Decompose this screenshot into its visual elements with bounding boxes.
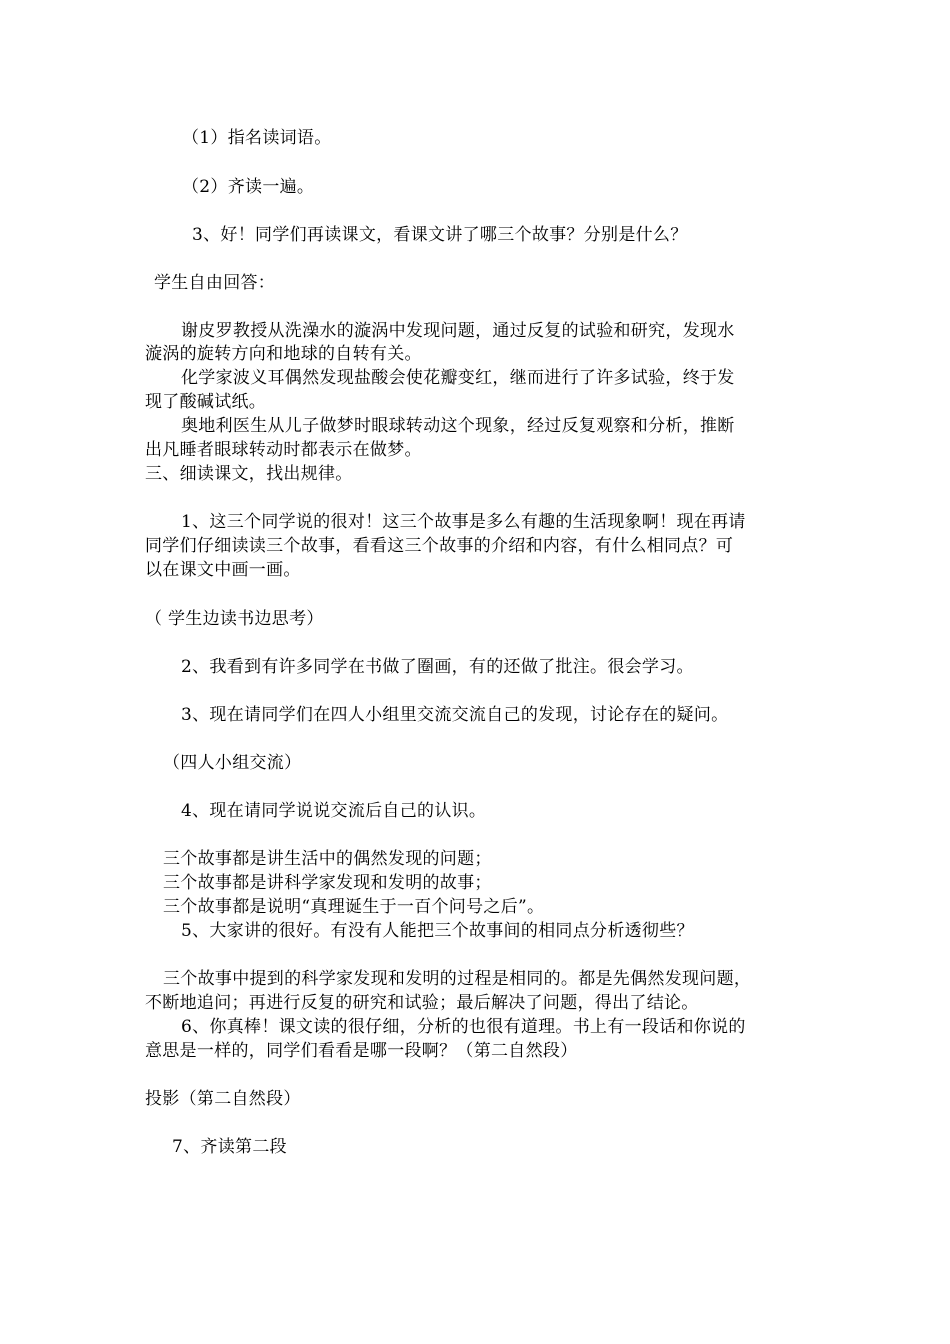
text-line: 三个故事都是说明“真理诞生于一百个问号之后”。 bbox=[163, 897, 545, 917]
text-line: 不断地追问；再进行反复的研究和试验；最后解决了问题，得出了结论。 bbox=[145, 993, 699, 1013]
text-line: 1、这三个同学说的很对！这三个故事是多么有趣的生活现象啊！现在再请 bbox=[181, 512, 746, 532]
text-line: 2、我看到有许多同学在书做了圈画，有的还做了批注。很会学习。 bbox=[181, 657, 694, 677]
text-line: 三个故事都是讲科学家发现和发明的故事； bbox=[163, 873, 492, 893]
text-line: 化学家波义耳偶然发现盐酸会使花瓣变红，继而进行了许多试验，终于发 bbox=[181, 368, 735, 388]
text-line: 投影（第二自然段） bbox=[145, 1089, 301, 1109]
text-line: （2）齐读一遍。 bbox=[182, 177, 315, 197]
text-line: （ 学生边读书边思考） bbox=[145, 609, 324, 629]
section-heading: 三、细读课文，找出规律。 bbox=[145, 464, 353, 484]
text-line: 以在课文中画一画。 bbox=[145, 560, 301, 580]
text-line: 出凡睡者眼球转动时都表示在做梦。 bbox=[145, 440, 422, 460]
text-line: 7、齐读第二段 bbox=[172, 1137, 287, 1157]
text-line: 5、大家讲的很好。有没有人能把三个故事间的相同点分析透彻些？ bbox=[181, 921, 694, 941]
text-line: 现了酸碱试纸。 bbox=[145, 392, 267, 412]
text-line: 三个故事都是讲生活中的偶然发现的问题； bbox=[163, 849, 492, 869]
text-line: 同学们仔细读读三个故事，看看这三个故事的介绍和内容，有什么相同点？可 bbox=[145, 536, 734, 556]
text-line: 三个故事中提到的科学家发现和发明的过程是相同的。都是先偶然发现问题， bbox=[163, 969, 752, 989]
text-line: 4、现在请同学说说交流后自己的认识。 bbox=[181, 801, 487, 821]
text-line: （四人小组交流） bbox=[163, 753, 302, 773]
text-line: 奥地利医生从儿子做梦时眼球转动这个现象，经过反复观察和分析，推断 bbox=[181, 416, 735, 436]
text-line: 6、你真棒！课文读的很仔细，分析的也很有道理。书上有一段话和你说的 bbox=[181, 1017, 746, 1037]
text-line: 3、好！同学们再读课文，看课文讲了哪三个故事？分别是什么？ bbox=[192, 225, 688, 245]
text-line: 学生自由回答： bbox=[154, 273, 276, 293]
text-line: （1）指名读词语。 bbox=[182, 128, 332, 148]
text-line: 漩涡的旋转方向和地球的自转有关。 bbox=[145, 344, 422, 364]
text-line: 3、现在请同学们在四人小组里交流交流自己的发现，讨论存在的疑问。 bbox=[181, 705, 729, 725]
text-line: 意思是一样的，同学们看看是哪一段啊？（第二自然段） bbox=[145, 1041, 578, 1061]
text-line: 谢皮罗教授从洗澡水的漩涡中发现问题，通过反复的试验和研究，发现水 bbox=[181, 321, 735, 341]
